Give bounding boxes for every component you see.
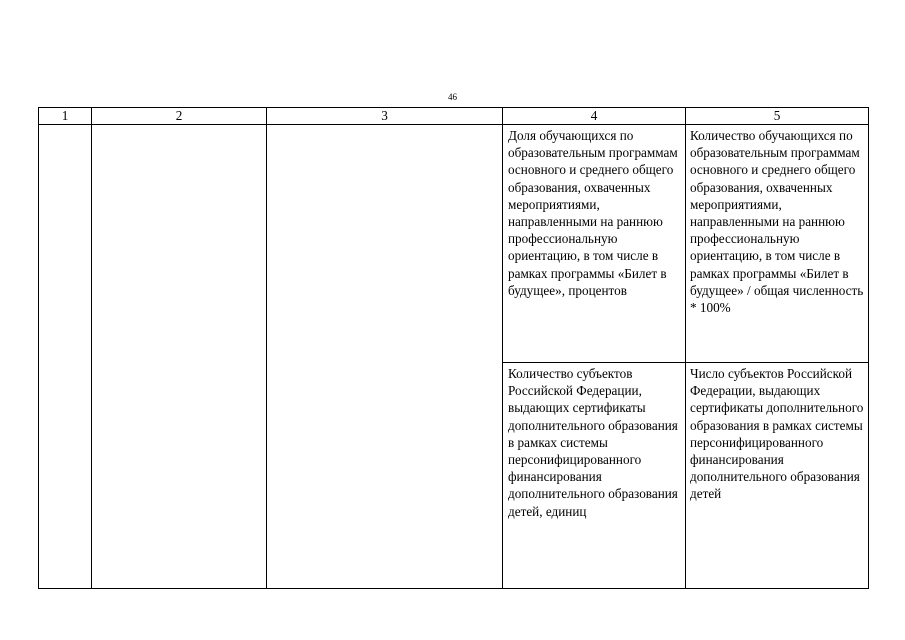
column-header-1: 1 (39, 108, 92, 125)
table-cell-col2 (92, 125, 267, 589)
table-cell-indicator (503, 363, 686, 589)
table-cell-method (686, 363, 869, 589)
column-header-2: 2 (92, 108, 267, 125)
column-header-4: 4 (503, 108, 686, 125)
indicator-text: Количество субъектов Российской Федерации, выдающих сертификаты дополнительного образования в рамках системы персонифицированного финансирования дополнительного образования детей, единиц (508, 366, 678, 519)
column-header-5: 5 (686, 108, 869, 125)
table-row (39, 125, 869, 363)
page-number: 46 (448, 92, 457, 102)
indicator-text: Доля обучающихся по образовательным программам основного и среднего общего образования, охваченных мероприятиями, направленными на раннюю профессиональную ориентацию, в том числе в рамках программы «Билет в будущее», процентов (508, 128, 678, 298)
column-header-3: 3 (267, 108, 503, 125)
table-cell-method (686, 125, 869, 363)
indicators-table (38, 107, 869, 589)
table-cell-indicator (503, 125, 686, 363)
table-cell-col1 (39, 125, 92, 589)
table-header-row (39, 108, 869, 125)
table-cell-col3 (267, 125, 503, 589)
method-text: Число субъектов Российской Федерации, выдающих сертификаты дополнительного образования в рамках системы персонифицированного финансирования дополнительного образования детей (690, 366, 864, 502)
method-text: Количество обучающихся по образовательным программам основного и среднего общего образования, охваченных мероприятиями, направленными на раннюю профессиональную ориентацию, в том числе в рамках программы «Билет в будущее» / общая численность * 100% (690, 128, 864, 316)
